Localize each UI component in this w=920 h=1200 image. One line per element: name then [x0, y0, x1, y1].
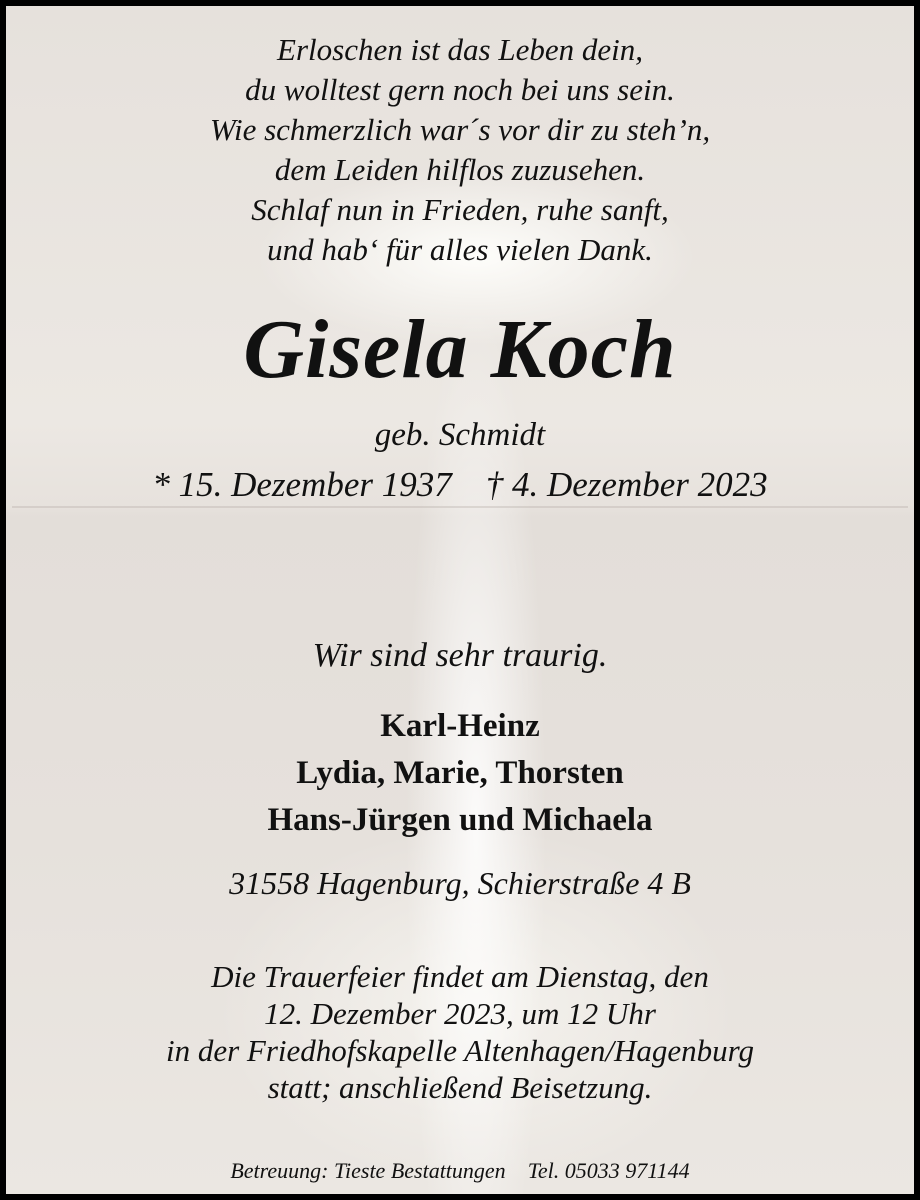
undertaker-name: Betreuung: Tieste Bestattungen: [230, 1158, 506, 1183]
poem-line: dem Leiden hilflos zuzusehen.: [274, 152, 646, 187]
service-line: 12. Dezember 2023, um 12 Uhr: [264, 996, 656, 1031]
mourning-line: Wir sind sehr traurig.: [312, 637, 608, 674]
undertaker-footer: [6, 1156, 914, 1186]
life-dates: [6, 463, 914, 507]
service-line: statt; anschließend Beisetzung.: [267, 1070, 653, 1105]
family-line: Lydia, Marie, Thorsten: [296, 755, 624, 791]
undertaker-phone: Tel. 05033 971144: [527, 1158, 690, 1183]
poem-line: Schlaf nun in Frieden, ruhe sanft,: [251, 192, 669, 227]
poem-line: du wolltest gern noch bei uns sein.: [245, 72, 675, 107]
poem-line: und hab‘ für alles vielen Dank.: [267, 232, 653, 267]
funeral-service-info: [6, 958, 914, 1106]
birth-name: geb. Schmidt: [374, 417, 546, 453]
poem-line: Erloschen ist das Leben dein,: [277, 32, 643, 67]
service-line: Die Trauerfeier findet am Dienstag, den: [211, 959, 709, 994]
family-names: [6, 703, 914, 844]
family-line: Hans-Jürgen und Michaela: [267, 802, 653, 838]
birth-date: * 15. Dezember 1937: [152, 465, 452, 504]
family-line: Karl-Heinz: [380, 708, 540, 744]
service-line: in der Friedhofskapelle Altenhagen/Hagenburg: [165, 1033, 755, 1068]
death-date: † 4. Dezember 2023: [485, 465, 768, 504]
memorial-poem: [6, 30, 914, 270]
poem-line: Wie schmerzlich war´s vor dir zu steh’n,: [209, 112, 711, 147]
family-address: 31558 Hagenburg, Schierstraße 4 B: [229, 865, 691, 901]
deceased-name: Gisela Koch: [243, 303, 677, 396]
